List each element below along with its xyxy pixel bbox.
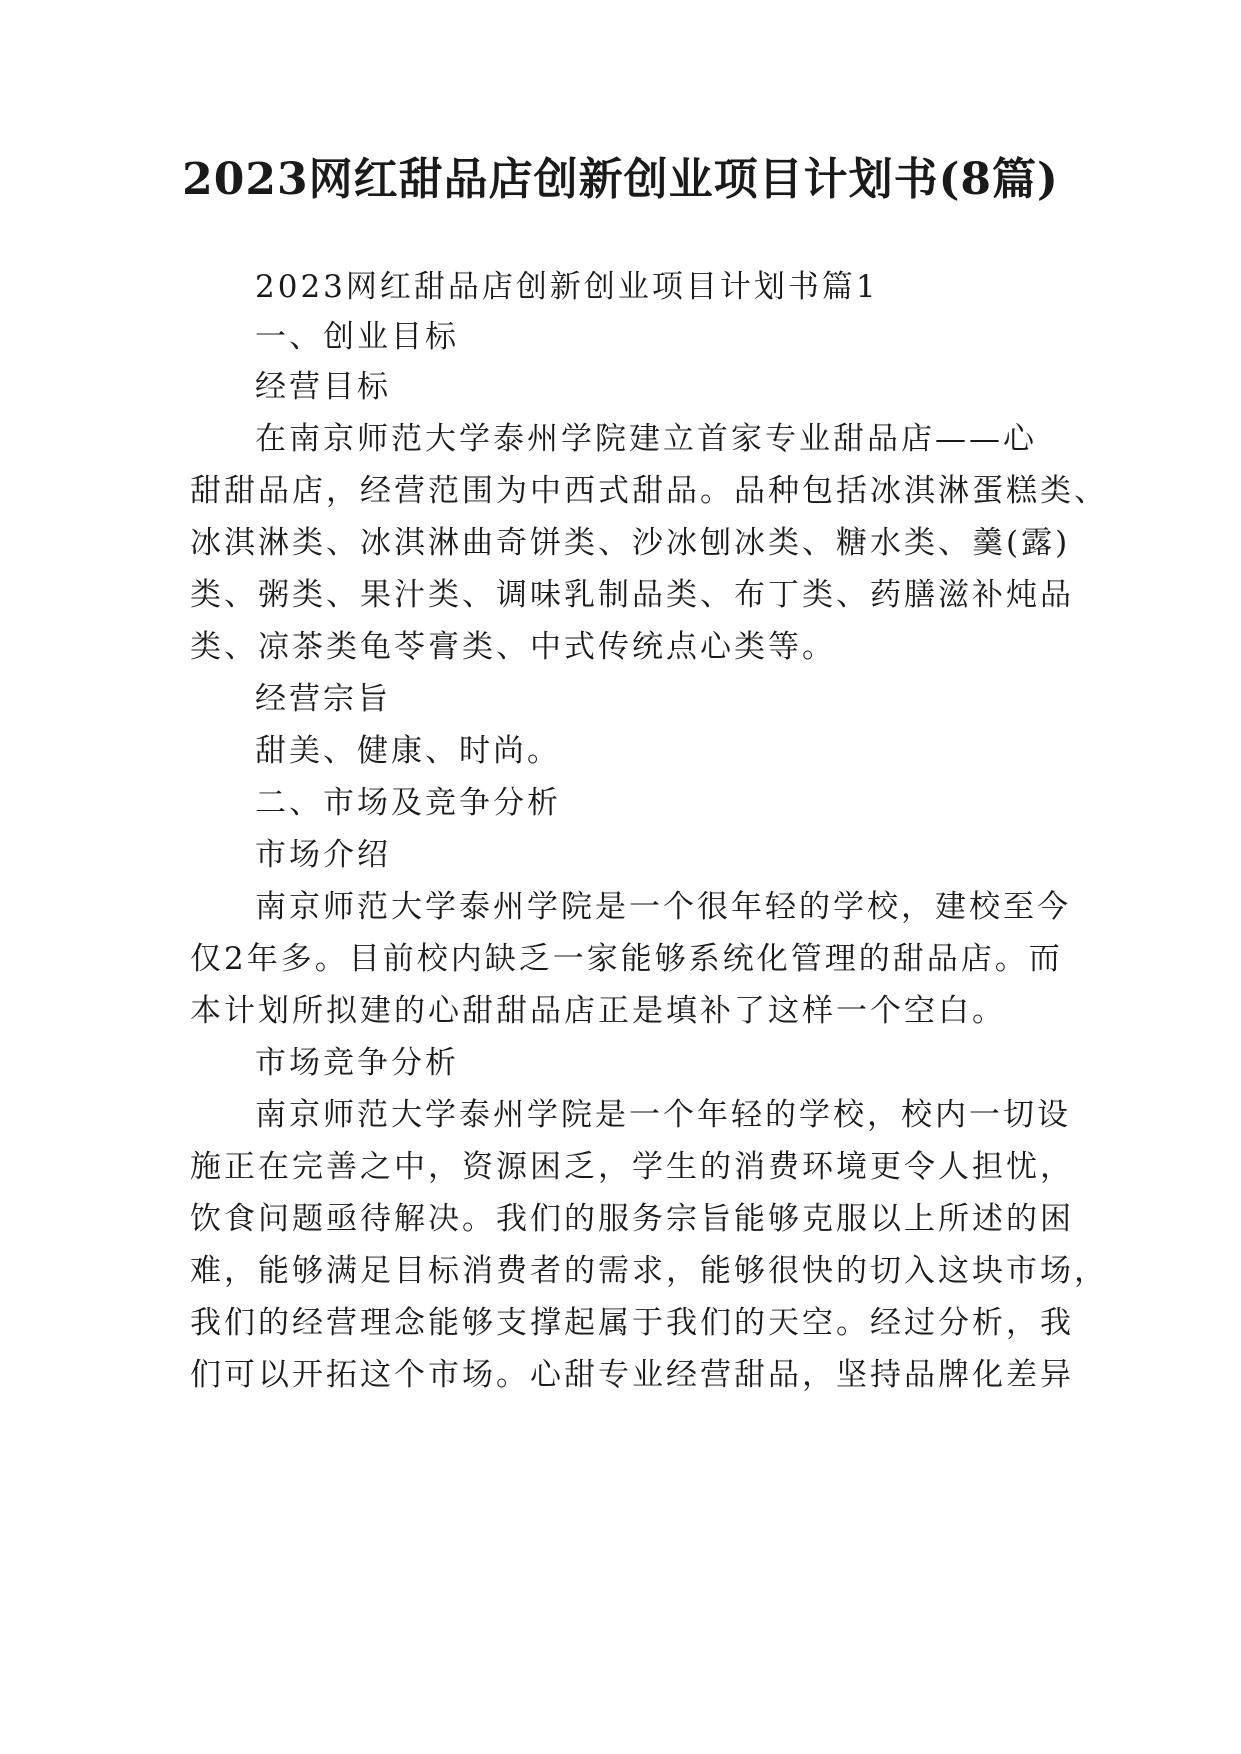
paragraph-line: 冰淇淋类、冰淇淋曲奇饼类、沙冰刨冰类、糖水类、羹(露) xyxy=(190,525,1071,561)
subheading-market-intro: 市场介绍 xyxy=(255,837,391,873)
document-title: 2023网红甜品店创新创业项目计划书(8篇) xyxy=(182,154,1059,205)
section-heading: 2023网红甜品店创新创业项目计划书篇1 xyxy=(255,269,879,305)
paragraph-line: 仅2年多。目前校内缺乏一家能够系统化管理的甜品店。而 xyxy=(190,941,1063,977)
paragraph-line: 难，能够满足目标消费者的需求，能够很快的切入这块市场， xyxy=(190,1253,1108,1289)
paragraph-line: 我们的经营理念能够支撑起属于我们的天空。经过分析，我 xyxy=(190,1305,1074,1341)
paragraph-line: 施正在完善之中，资源困乏，学生的消费环境更令人担忧， xyxy=(190,1149,1074,1185)
heading-market: 二、市场及竞争分析 xyxy=(255,785,561,821)
paragraph-line: 类、凉茶类龟苓膏类、中式传统点心类等。 xyxy=(190,629,836,665)
subheading-business-goals: 经营目标 xyxy=(255,369,391,405)
paragraph-line: 南京师范大学泰州学院是一个很年轻的学校，建校至今 xyxy=(255,889,1071,925)
paragraph-line: 饮食问题亟待解决。我们的服务宗旨能够克服以上所述的困 xyxy=(190,1201,1074,1237)
paragraph-line: 本计划所拟建的心甜甜品店正是填补了这样一个空白。 xyxy=(190,993,1006,1029)
paragraph-line: 类、粥类、果汁类、调味乳制品类、布丁类、药膳滋补炖品 xyxy=(190,577,1074,613)
paragraph-line: 在南京师范大学泰州学院建立首家专业甜品店——心 xyxy=(255,421,1037,457)
subheading-competition: 市场竞争分析 xyxy=(255,1045,459,1081)
heading-goals: 一、创业目标 xyxy=(255,319,459,355)
paragraph-line: 南京师范大学泰州学院是一个年轻的学校，校内一切设 xyxy=(255,1097,1071,1133)
paragraph-line: 们可以开拓这个市场。心甜专业经营甜品，坚持品牌化差异 xyxy=(190,1357,1074,1393)
paragraph-line: 甜甜品店，经营范围为中西式甜品。品种包括冰淇淋蛋糕类、 xyxy=(190,473,1108,509)
subheading-purpose: 经营宗旨 xyxy=(255,681,391,717)
paragraph-line: 甜美、健康、时尚。 xyxy=(255,733,561,769)
